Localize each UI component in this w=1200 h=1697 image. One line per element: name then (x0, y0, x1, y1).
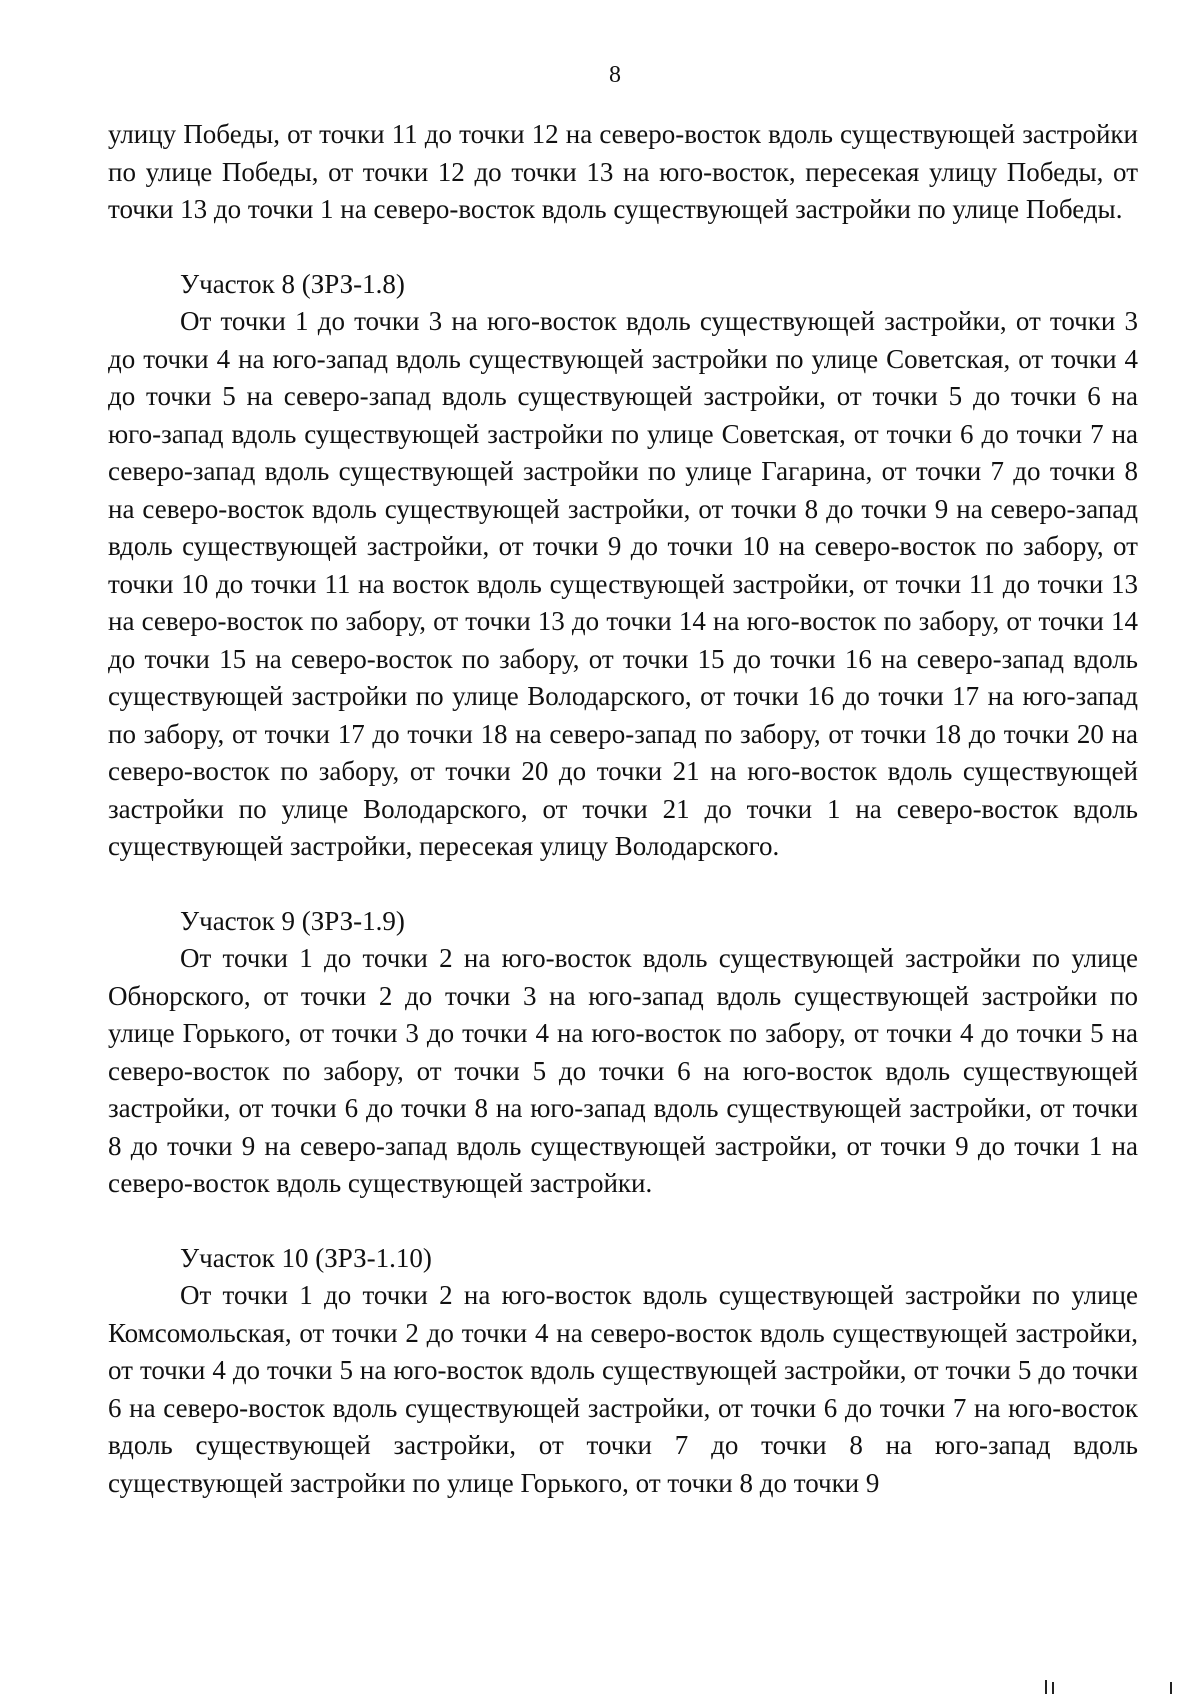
intro-paragraph: улицу Победы, от точки 11 до точки 12 на северо-восток вдоль существующей застройки по улице Победы, от точки 12 до точки 13 на юго-восток, пересекая улицу Победы, от точки 13 до точки 1 на северо-восток вдоль существующей застройки по улице Победы. (108, 119, 1138, 224)
scan-artifact-mark (1170, 1682, 1172, 1694)
document-body (108, 116, 1138, 1502)
section-9 (108, 903, 1138, 1203)
section-heading: Участок 9 (ЗРЗ-1.9) (180, 905, 405, 936)
section-paragraph: От точки 1 до точки 3 на юго-восток вдоль существующей застройки, от точки 3 до точки 4 на юго-запад вдоль существующей застройки по улице Советская, от точки 4 до точки 5 на северо-запад вдоль существующей застройки, от точки 5 до точки 6 на юго-запад вдоль существующей застройки по улице Советская, от точки 6 до точки 7 на северо-запад вдоль существующей застройки по улице Гагарина, от точки 7 до точки 8 на северо-восток вдоль существующей застройки, от точки 8 до точки 9 на северо-запад вдоль существующей застройки, от точки 9 до точки 10 на северо-восток по забору, от точки 10 до точки 11 на восток вдоль существующей застройки, от точки 11 до точки 13 на северо-восток по забору, от точки 13 до точки 14 на юго-восток по забору, от точки 14 до точки 15 на северо-восток по забору, от точки 15 до точки 16 на северо-запад вдоль существующей застройки по улице Володарского, от точки 16 до точки 17 на юго-запад по забору, от точки 17 до точки 18 на северо-запад по забору, от точки 18 до точки 20 на северо-восток по забору, от точки 20 до точки 21 на юго-восток вдоль существующей застройки по улице Володарского, от точки 21 до точки 1 на северо-восток вдоль существующей застройки, пересекая улицу Володарского. (108, 306, 1138, 861)
section-paragraph: От точки 1 до точки 2 на юго-восток вдоль существующей застройки по улице Обнорского, от точки 2 до точки 3 на юго-запад вдоль существующей застройки по улице Горького, от точки 3 до точки 4 на юго-восток по забору, от точки 4 до точки 5 на северо-восток по забору, от точки 5 до точки 6 на юго-восток вдоль существующей застройки, от точки 6 до точки 8 на юго-запад вдоль существующей застройки, от точки 8 до точки 9 на северо-запад вдоль существующей застройки, от точки 9 до точки 1 на северо-восток вдоль существующей застройки. (108, 943, 1138, 1198)
scan-artifact-mark (1045, 1680, 1047, 1694)
section-10 (108, 1240, 1138, 1503)
scan-artifact-mark (1052, 1682, 1054, 1694)
section-paragraph: От точки 1 до точки 2 на юго-восток вдоль существующей застройки по улице Комсомольская, от точки 2 до точки 4 на северо-восток вдоль существующей застройки, от точки 4 до точки 5 на юго-восток вдоль существующей застройки, от точки 5 до точки 6 на северо-восток вдоль существующей застройки, от точки 6 до точки 7 на юго-восток вдоль существующей застройки, от точки 7 до точки 8 на юго-запад вдоль существующей застройки по улице Горького, от точки 8 до точки 9 (108, 1280, 1138, 1498)
section-8 (108, 266, 1138, 866)
page-number: 8 (609, 62, 621, 88)
section-heading: Участок 8 (ЗРЗ-1.8) (180, 268, 405, 299)
section-heading: Участок 10 (ЗРЗ-1.10) (180, 1242, 432, 1273)
